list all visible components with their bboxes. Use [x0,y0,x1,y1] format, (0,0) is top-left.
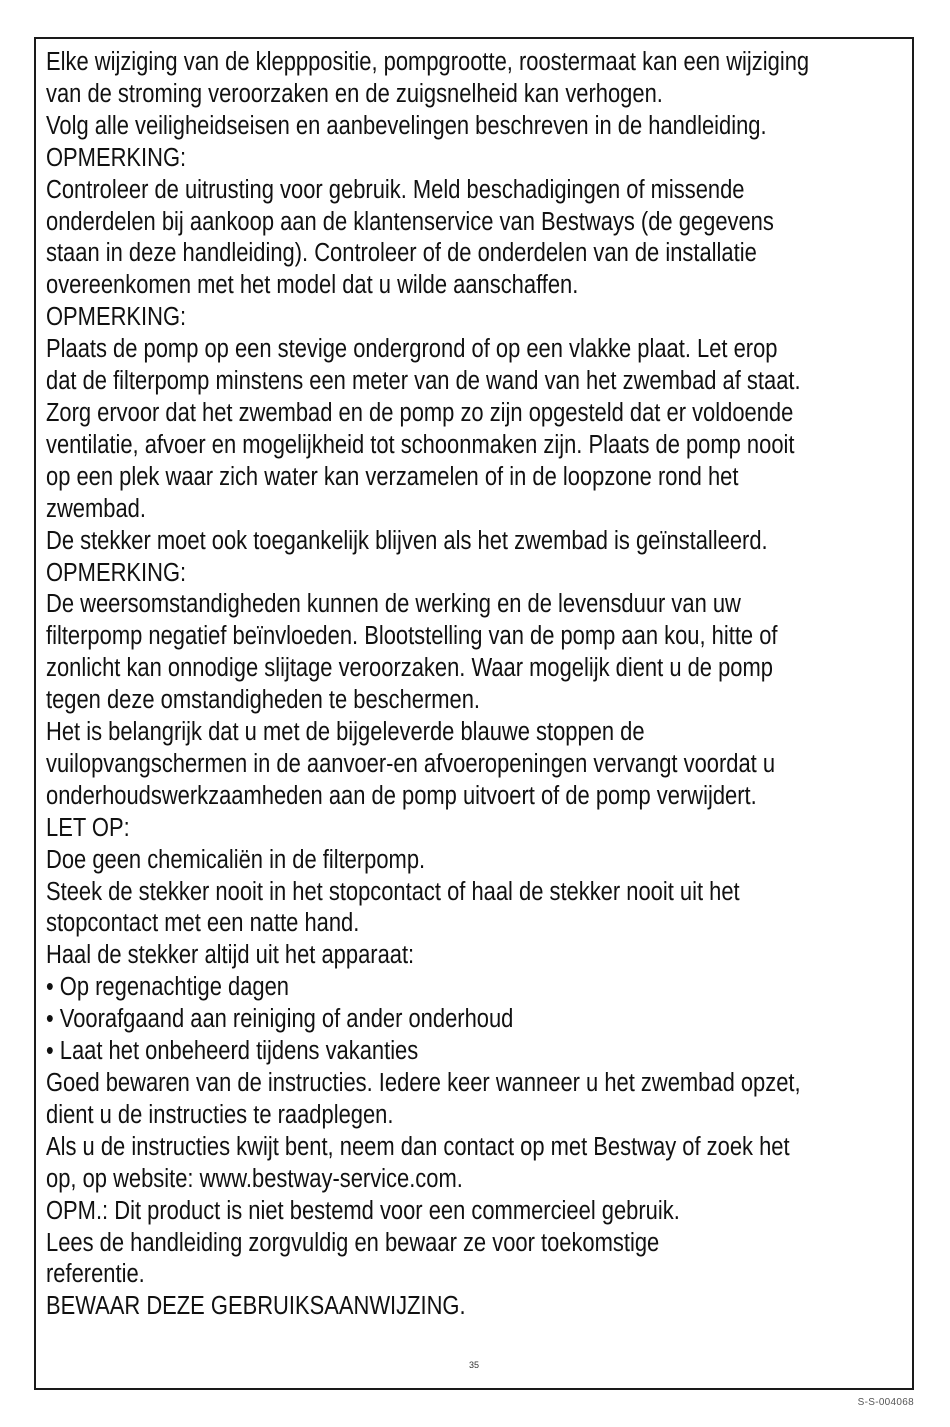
bullet-item: • Voorafgaand aan reiniging of ander onderhoud [46,1005,514,1034]
text-line: Controleer de uitrusting voor gebruik. Meld beschadigingen of missende [46,175,745,204]
text-line: Steek de stekker nooit in het stopcontact of haal de stekker nooit uit het [46,877,740,906]
text-line: ventilatie, afvoer en mogelijkheid tot schoonmaken zijn. Plaats de pomp nooit [46,430,795,459]
text-line: dient u de instructies te raadplegen. [46,1100,394,1129]
text-line: staan in deze handleiding). Controleer of de onderdelen van de installatie [46,239,757,268]
text-line: Goed bewaren van de instructies. Iedere keer wanneer u het zwembad opzet, [46,1069,801,1097]
bullet-item: • Op regenachtige dagen [46,973,290,1002]
text-line: onderdelen bij aankoop aan de klantenservice van Bestways (de gegevens [46,207,774,236]
document-body [46,47,906,1323]
text-line: Volg alle veiligheidseisen en aanbevelingen beschreven in de handleiding. [46,111,767,140]
text-line: Doe geen chemicaliën in de filterpomp. [46,845,426,874]
text-line: onderhoudswerkzaamheden aan de pomp uitvoert of de pomp verwijdert. [46,781,757,810]
text-line: van de stroming veroorzaken en de zuigsnelheid kan verhogen. [46,79,663,108]
text-line: vuilopvangschermen in de aanvoer-en afvoeropeningen vervangt voordat u [46,749,776,778]
text-line: Zorg ervoor dat het zwembad en de pomp zo zijn opgesteld dat er voldoende [46,398,794,427]
text-line: De weersomstandigheden kunnen de werking en de levensduur van uw [46,590,741,619]
section-heading: OPMERKING: [46,558,187,587]
text-line: zwembad. [46,494,146,523]
text-line: Lees de handleiding zorgvuldig en bewaar ze voor toekomstige [46,1228,660,1257]
bullet-item: • Laat het onbeheerd tijdens vakanties [46,1037,419,1066]
section-heading: LET OP: [46,813,130,842]
text-line: Het is belangrijk dat u met de bijgeleverde blauwe stoppen de [46,718,645,747]
text-line: Haal de stekker altijd uit het apparaat: [46,941,415,970]
closing-heading: BEWAAR DEZE GEBRUIKSAANWIJZING. [46,1292,466,1321]
text-line: OPM.: Dit product is niet bestemd voor een commercieel gebruik. [46,1196,680,1225]
text-line: dat de filterpomp minstens een meter van de wand van het zwembad af staat. [46,367,801,396]
document-frame [34,37,914,1390]
text-line: filterpomp negatief beïnvloeden. Blootstelling van de pomp aan kou, hitte of [46,622,778,651]
text-line: referentie. [46,1260,145,1289]
text-line: op een plek waar zich water kan verzamelen of in de loopzone rond het [46,462,739,491]
text-line: De stekker moet ook toegankelijk blijven als het zwembad is geïnstalleerd. [46,526,768,555]
text-line: tegen deze omstandigheden te beschermen. [46,686,481,715]
page-number: 35 [468,1360,479,1370]
document-code: S-S-004068 [857,1397,914,1408]
text-line: Plaats de pomp op een stevige ondergrond of op een vlakke plaat. Let erop [46,335,778,364]
text-line: op, op website: www.bestway-service.com. [46,1164,463,1193]
text-line: stopcontact met een natte hand. [46,909,360,938]
text-line: Elke wijziging van de klepppositie, pompgrootte, roostermaat kan een wijziging [46,48,810,76]
text-line: Als u de instructies kwijt bent, neem dan contact op met Bestway of zoek het [46,1132,790,1161]
section-heading: OPMERKING: [46,303,187,332]
text-line: zonlicht kan onnodige slijtage veroorzaken. Waar mogelijk dient u de pomp [46,654,773,683]
section-heading: OPMERKING: [46,143,187,172]
text-line: overeenkomen met het model dat u wilde aanschaffen. [46,271,579,300]
